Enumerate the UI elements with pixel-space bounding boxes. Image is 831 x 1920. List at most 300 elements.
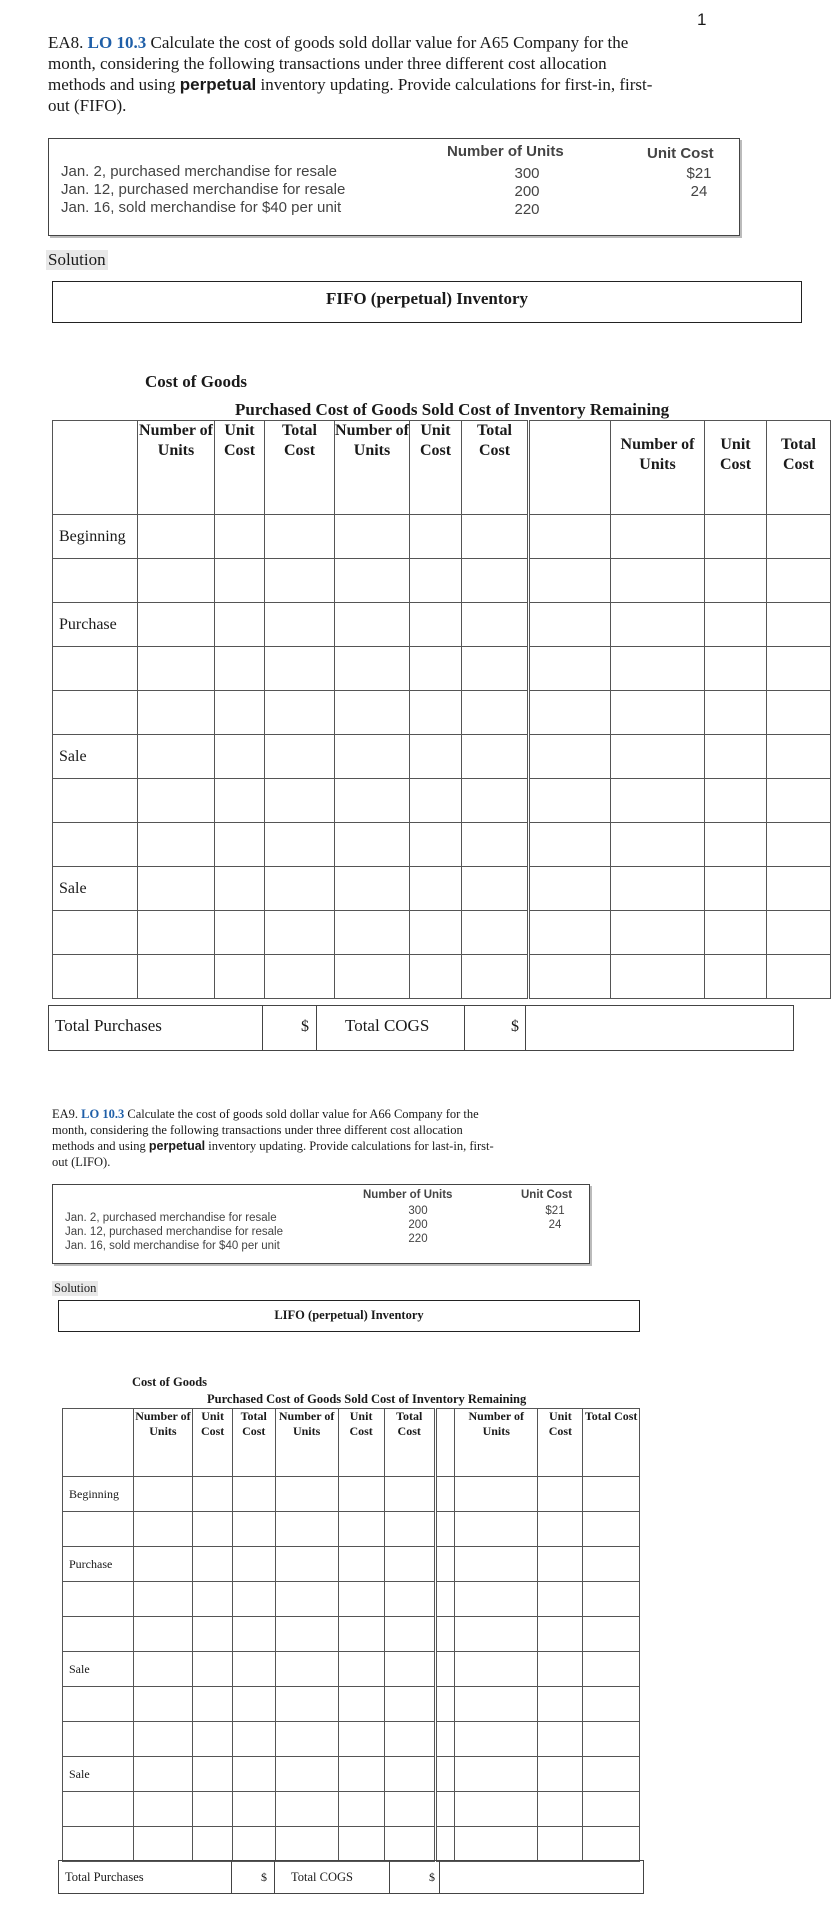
table-cell [410,823,462,867]
table-cell [133,1582,193,1617]
table-cell [275,1582,338,1617]
table-cell [338,1512,384,1547]
transaction-units: 220 [408,1233,428,1245]
transaction-desc: Jan. 2, purchased merchandise for resale [65,1212,277,1224]
total-purchases-dollar: $ [301,1018,309,1035]
col-purchased-units: Number of Units [133,1409,193,1477]
table-cell [455,1547,538,1582]
table-cell [529,955,611,999]
table-cell [133,1477,193,1512]
table-cell [138,603,215,647]
table-cell [138,647,215,691]
table-cell [133,1722,193,1757]
table-cell [455,1652,538,1687]
table-row [53,911,831,955]
table-cell [705,867,767,911]
table-cell [335,867,410,911]
table-cell [215,779,265,823]
table-cell [215,823,265,867]
table-cell [335,955,410,999]
transaction-units: 220 [514,201,540,218]
table-cell [275,1687,338,1722]
col-unit-cost: Unit Cost [647,145,714,162]
table-cell [265,911,335,955]
table-cell [705,735,767,779]
problem-ea8-statement: EA8. LO 10.3 Calculate the cost of goods sold dollar value for A65 Company for the month, considering the following transactions under three different cost allocation methods and using perpetual inventory updating. Provide calculations for first-in, first- out (FIFO). [48,33,653,115]
col-number-of-units: Number of Units [363,1189,453,1201]
table-cell [275,1722,338,1757]
table-cell [455,1722,538,1757]
table-cell [435,1687,454,1722]
row-label [63,1582,134,1617]
table-cell [275,1617,338,1652]
table-cell [435,1512,454,1547]
row-label [53,823,138,867]
table-cell [462,515,529,559]
solution-label: Solution [48,250,106,269]
col-purchased-total: Total Cost [265,421,335,515]
table-cell [384,1792,435,1827]
table-row [53,559,831,603]
table-cell [384,1757,435,1792]
table-cell [215,955,265,999]
table-cell [538,1722,583,1757]
table-cell [455,1757,538,1792]
table-cell [583,1512,640,1547]
table-cell [265,647,335,691]
problem-ea9-statement: EA9. LO 10.3 Calculate the cost of goods sold dollar value for A66 Company for the month, considering the following transactions under three different cost allocation methods and using perpetual inventory updating. Provide calculations for last-in, first- out (LIFO). [52,1107,494,1169]
total-cogs-dollar: $ [511,1018,519,1035]
table-cell [275,1512,338,1547]
table-row [53,647,831,691]
table-cell [138,559,215,603]
table-cell [455,1582,538,1617]
table-row [53,867,831,911]
table-cell [529,647,611,691]
table-cell [611,779,705,823]
table-row [63,1722,640,1757]
table-cell [529,515,611,559]
table-cell [232,1617,275,1652]
table-row [63,1512,640,1547]
table-cell [215,603,265,647]
col-cogs-units: Number of Units [275,1409,338,1477]
table-cell [265,955,335,999]
transaction-units: 200 [514,183,540,200]
table-cell [462,955,529,999]
transaction-unit-cost: $21 [686,165,712,182]
table-cell [705,823,767,867]
table-cell [529,779,611,823]
transaction-desc: Jan. 16, sold merchandise for $40 per unit [65,1240,280,1252]
col-remaining-units: Number of Units [611,421,705,515]
table-cell [193,1757,233,1792]
table-cell [538,1617,583,1652]
table-cell [265,735,335,779]
table-cell [705,559,767,603]
transaction-unit-cost: 24 [548,1219,562,1231]
transaction-desc: Jan. 16, sold merchandise for $40 per unit [61,199,342,216]
table-cell [335,823,410,867]
table-cell [705,515,767,559]
table-cell [538,1792,583,1827]
transaction-unit-cost: 24 [690,183,708,200]
table-cell [193,1792,233,1827]
table-cell [435,1547,454,1582]
table-cell [338,1722,384,1757]
table-cell [384,1722,435,1757]
table-cell [767,823,831,867]
table-cell [529,823,611,867]
table-cell [583,1652,640,1687]
table-cell [767,515,831,559]
table-cell [265,779,335,823]
table-cell [462,823,529,867]
table-cell [583,1827,640,1862]
table-cell [462,867,529,911]
table-title: FIFO (perpetual) Inventory [52,281,802,323]
col-purchased-unit-cost: Unit Cost [215,421,265,515]
table-cell [138,823,215,867]
table-cell [611,911,705,955]
table-cell [232,1792,275,1827]
transactions-box [52,1184,590,1264]
table-row [53,603,831,647]
table-cell [435,1827,454,1862]
col-remaining-total: Total Cost [583,1409,640,1477]
totals-row [58,1860,644,1894]
table-cell [133,1512,193,1547]
col-number-of-units: Number of Units [447,143,564,160]
table-cell [462,603,529,647]
table-cell [215,515,265,559]
table-cell [767,647,831,691]
table-cell [215,559,265,603]
fifo-inventory-table [52,420,831,999]
table-cell [338,1792,384,1827]
table-cell [611,867,705,911]
table-cell [767,559,831,603]
table-cell [335,603,410,647]
table-cell [193,1652,233,1687]
table-cell [384,1617,435,1652]
table-cell [462,911,529,955]
table-cell [455,1512,538,1547]
table-cell [133,1792,193,1827]
table-cell [410,603,462,647]
table-cell [215,647,265,691]
table-row [63,1547,640,1582]
table-cell [435,1652,454,1687]
table-cell [455,1687,538,1722]
solution-label: Solution [54,1281,97,1295]
group-headings: Purchased Cost of Goods Sold Cost of Inventory Remaining [207,1392,527,1406]
cost-of-goods-label: Cost of Goods [145,372,248,391]
table-cell [335,647,410,691]
table-cell [705,647,767,691]
col-purchased-total: Total Cost [232,1409,275,1477]
table-cell [133,1617,193,1652]
total-purchases-label: Total Purchases [65,1870,144,1884]
table-row [63,1687,640,1722]
row-label: Sale [53,735,138,779]
row-label: Beginning [53,515,138,559]
row-label [63,1792,134,1827]
total-cogs-label: Total COGS [345,1016,430,1035]
header-row [63,1409,640,1477]
table-cell [335,559,410,603]
table-cell [529,911,611,955]
total-purchases-dollar: $ [261,1870,267,1884]
table-cell [335,779,410,823]
row-label [53,691,138,735]
table-row [63,1652,640,1687]
table-cell [410,911,462,955]
row-label [53,911,138,955]
table-cell [338,1687,384,1722]
table-cell [529,735,611,779]
table-row [53,779,831,823]
row-label: Purchase [53,603,138,647]
table-cell [232,1477,275,1512]
table-cell [410,691,462,735]
row-label [63,1687,134,1722]
col-unit-cost: Unit Cost [521,1189,573,1201]
transaction-unit-cost: $21 [545,1205,565,1217]
table-cell [275,1757,338,1792]
col-cogs-unit-cost: Unit Cost [338,1409,384,1477]
table-cell [275,1477,338,1512]
row-label [53,955,138,999]
table-cell [265,867,335,911]
table-cell [193,1722,233,1757]
table-cell [538,1477,583,1512]
table-cell [338,1827,384,1862]
table-cell [133,1547,193,1582]
row-label: Sale [63,1757,134,1792]
table-cell [265,603,335,647]
table-cell [338,1582,384,1617]
row-label [63,1827,134,1862]
table-cell [215,735,265,779]
row-label: Sale [53,867,138,911]
table-cell [133,1757,193,1792]
transaction-desc: Jan. 2, purchased merchandise for resale [61,163,337,180]
table-cell [455,1617,538,1652]
table-cell [410,867,462,911]
header-row [53,421,831,515]
table-cell [338,1477,384,1512]
table-cell [611,515,705,559]
table-cell [232,1757,275,1792]
table-cell [435,1617,454,1652]
table-cell [538,1757,583,1792]
table-cell [705,779,767,823]
col-cogs-units: Number of Units [335,421,410,515]
table-cell [232,1547,275,1582]
table-cell [705,691,767,735]
transaction-units: 300 [514,165,540,182]
table-cell [435,1792,454,1827]
table-row [53,735,831,779]
table-cell [275,1547,338,1582]
table-cell [193,1477,233,1512]
table-cell [455,1792,538,1827]
table-row [63,1827,640,1862]
table-cell [265,515,335,559]
table-cell [583,1582,640,1617]
table-cell [583,1687,640,1722]
table-cell [138,911,215,955]
totals-row [48,1005,794,1051]
table-cell [538,1687,583,1722]
transaction-desc: Jan. 12, purchased merchandise for resale [65,1226,283,1238]
table-cell [335,911,410,955]
table-cell [611,735,705,779]
col-remaining-units: Number of Units [455,1409,538,1477]
table-cell [265,823,335,867]
table-cell [133,1687,193,1722]
table-cell [538,1827,583,1862]
row-label: Sale [63,1652,134,1687]
row-label [63,1512,134,1547]
col-cogs-total: Total Cost [462,421,529,515]
table-cell [538,1652,583,1687]
row-label [53,779,138,823]
cost-of-goods-label: Cost of Goods [132,1375,208,1389]
table-row [63,1792,640,1827]
table-cell [335,691,410,735]
table-cell [767,911,831,955]
table-cell [338,1617,384,1652]
table-cell [384,1512,435,1547]
table-cell [193,1512,233,1547]
table-cell [193,1687,233,1722]
transaction-units: 300 [408,1205,428,1217]
table-cell [138,867,215,911]
table-cell [193,1827,233,1862]
table-cell [133,1827,193,1862]
table-cell [338,1547,384,1582]
table-cell [232,1512,275,1547]
table-row [63,1757,640,1792]
table-row [63,1617,640,1652]
table-cell [583,1477,640,1512]
table-row [63,1477,640,1512]
page-number: 1 [697,10,707,29]
table-cell [193,1582,233,1617]
row-label [53,559,138,603]
col-purchased-unit-cost: Unit Cost [193,1409,233,1477]
table-cell [462,779,529,823]
table-cell [138,779,215,823]
table-cell [133,1652,193,1687]
table-cell [462,559,529,603]
table-cell [335,515,410,559]
table-cell [611,647,705,691]
table-cell [275,1827,338,1862]
table-cell [611,823,705,867]
table-cell [232,1827,275,1862]
col-purchased-units: Number of Units [138,421,215,515]
table-cell [232,1687,275,1722]
group-headings: Purchased Cost of Goods Sold Cost of Inventory Remaining [235,400,670,419]
table-cell [462,735,529,779]
table-cell [193,1547,233,1582]
table-cell [215,691,265,735]
table-cell [529,867,611,911]
table-cell [384,1652,435,1687]
table-cell [138,691,215,735]
table-cell [705,955,767,999]
table-cell [410,647,462,691]
table-cell [529,603,611,647]
table-cell [338,1757,384,1792]
table-cell [265,691,335,735]
table-cell [335,735,410,779]
lifo-inventory-table [62,1408,640,1862]
table-cell [529,691,611,735]
table-cell [538,1547,583,1582]
table-cell [611,559,705,603]
table-cell [410,735,462,779]
table-cell [583,1722,640,1757]
table-cell [384,1547,435,1582]
table-cell [410,955,462,999]
transaction-desc: Jan. 12, purchased merchandise for resale [61,181,346,198]
col-cogs-total: Total Cost [384,1409,435,1477]
row-label: Purchase [63,1547,134,1582]
table-cell [435,1722,454,1757]
table-row [63,1582,640,1617]
table-cell [275,1792,338,1827]
table-cell [384,1477,435,1512]
table-cell [583,1757,640,1792]
table-cell [384,1582,435,1617]
learning-objective: LO 10.3 [81,1107,125,1121]
table-cell [138,735,215,779]
table-title: LIFO (perpetual) Inventory [58,1300,640,1332]
table-cell [455,1477,538,1512]
problem-id: EA9. [52,1107,79,1121]
table-cell [435,1582,454,1617]
row-label: Beginning [63,1477,134,1512]
table-cell [767,691,831,735]
table-cell [384,1827,435,1862]
table-cell [193,1617,233,1652]
table-cell [611,955,705,999]
table-cell [529,559,611,603]
table-row [53,691,831,735]
col-remaining-total: Total Cost [767,421,831,515]
table-cell [767,779,831,823]
table-cell [767,603,831,647]
table-cell [275,1652,338,1687]
table-cell [232,1582,275,1617]
row-label [63,1617,134,1652]
col-remaining-unit-cost: Unit Cost [538,1409,583,1477]
problem-id: EA8. [48,33,84,52]
total-cogs-label: Total COGS [291,1870,353,1884]
table-cell [265,559,335,603]
table-cell [611,691,705,735]
table-row [53,515,831,559]
transactions-box [48,138,740,236]
transaction-units: 200 [408,1219,428,1231]
table-cell [232,1722,275,1757]
table-row [53,823,831,867]
table-cell [705,603,767,647]
